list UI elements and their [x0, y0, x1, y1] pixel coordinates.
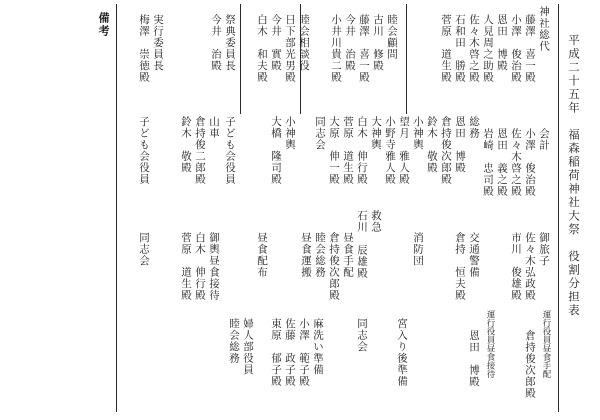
entry: 菅原 道生殿: [342, 116, 354, 185]
entry: 佐々木弘政殿: [524, 232, 536, 301]
entry: 人見周之助殿: [482, 14, 494, 83]
entry: 白木 伸行殿: [194, 232, 206, 301]
entry: 倉持俊次郎殿: [440, 116, 452, 185]
small-mikoshi-heading: 小神輿: [284, 116, 296, 151]
entry: 白木 和夫殿: [256, 14, 268, 83]
first-aid-heading: 救急: [370, 210, 382, 233]
entry: 佐藤 政子殿: [284, 318, 296, 387]
entry: 石和田 勝殿: [454, 14, 466, 83]
entry: 佐々木啓之殿: [468, 14, 480, 83]
entry: 鈴木 敬殿: [180, 116, 192, 174]
doshikai-label: 同志会: [356, 318, 368, 353]
float-heading: 山車: [208, 116, 220, 139]
entry: 恩田 博殿: [454, 116, 466, 174]
general-affairs-heading: 総務: [468, 116, 480, 139]
entry: 古川 修殿: [372, 14, 384, 72]
entry: 白木 伸行殿: [356, 116, 368, 185]
entry: 倉持 恒夫殿: [454, 232, 466, 301]
entry: 小井川貴二殿: [330, 14, 342, 83]
traffic-heading: 交通警備: [468, 232, 480, 278]
entry: 梅澤 崇徳殿: [138, 14, 150, 83]
entry: 今井 治殿: [344, 14, 356, 72]
operators-lunch-arrange-heading: 運行役員昼食手配: [541, 310, 551, 378]
counselors-heading: 睦会相談役: [298, 14, 310, 72]
entry: 今井 實殿: [270, 14, 282, 72]
title-divider: [558, 4, 559, 412]
entry: 鈴木 敬殿: [426, 116, 438, 174]
divider: [240, 4, 241, 114]
entry: 睦会総務: [314, 232, 326, 278]
entry: 睦会総務: [228, 318, 240, 364]
entry: 望月 雅人殿: [398, 116, 410, 185]
document-title: 平成二十五年 福森稲荷神社大祭 役割分担表: [567, 34, 581, 318]
shrine-reps-heading: 神社総代: [538, 6, 550, 52]
entry: 小澤 俊治殿: [510, 14, 522, 83]
kids-club-officers: 子ども会役員: [224, 116, 236, 185]
musicians-heading: 御旅子: [538, 232, 550, 267]
entry: 菅原 道生殿: [180, 232, 192, 301]
lunch-distribution-heading: 昼食配布: [256, 232, 268, 278]
entry: 小澤 俊治殿: [524, 128, 536, 197]
entry: 倉持俊次郎殿: [524, 330, 536, 399]
entry: 岩崎 忠司殿: [482, 128, 494, 197]
entry: 大原 伸一殿: [328, 116, 340, 185]
doshikai-label: 同志会: [314, 116, 326, 151]
entry: 恩田 義之殿: [496, 128, 508, 197]
large-mikoshi-heading: 大神輿: [370, 116, 382, 151]
remarks-divider: [116, 4, 117, 412]
entry: 石川 辰雄殿: [356, 210, 368, 279]
entry: 倉持俊二郎殿: [194, 116, 206, 185]
operators-lunch-serve-heading: 運行役員昼食接待: [485, 310, 495, 378]
entry: 日下部光男殿: [284, 14, 296, 83]
entry: 東原 郁子殿: [270, 318, 282, 387]
entry: 今井 治殿: [210, 14, 222, 72]
divider: [406, 4, 407, 114]
small-mikoshi-heading: 小神輿: [412, 116, 424, 151]
entry: 藤澤 喜一殿: [524, 14, 536, 83]
festival-chair-heading: 祭典委員長: [224, 14, 236, 72]
entry: 恩田 博殿: [496, 14, 508, 72]
remarks-label: 備考: [97, 12, 110, 38]
entry: 市川 俊雄殿: [510, 232, 522, 301]
entry: 恩田 博殿: [468, 330, 480, 388]
kids-club-officers: 子ども会役員: [138, 116, 150, 185]
post-shrine-prep-heading: 宮入り後準備: [396, 318, 408, 387]
entry: 大橋 隆司殿: [270, 116, 282, 185]
lunch-arrange-heading: 昼食手配: [342, 232, 354, 278]
entry: 菅原 道生殿: [440, 14, 452, 83]
accounting-heading: 会計: [538, 128, 550, 151]
fire-brigade-heading: 消防団: [412, 232, 424, 267]
mikoshi-lunch-heading: 御輿昼食接待: [208, 232, 220, 301]
entry: 佐々木啓之殿: [510, 128, 522, 197]
doshikai-label: 同志会: [138, 232, 150, 267]
lunch-transport-heading: 昼食運搬: [300, 232, 312, 278]
advisors-heading: 睦会顧問: [386, 14, 398, 60]
entry: 藤澤 喜一殿: [358, 14, 370, 83]
hemp-washing-heading: 麻洗い準備: [312, 318, 324, 376]
entry: 小野寺雅人殿: [384, 116, 396, 185]
executive-chair-heading: 実行委員長: [152, 14, 164, 72]
womens-officers-heading: 婦人部役員: [242, 318, 254, 376]
entry: 倉持俊次郎殿: [328, 232, 340, 301]
entry: 小澤 範子殿: [298, 318, 310, 387]
